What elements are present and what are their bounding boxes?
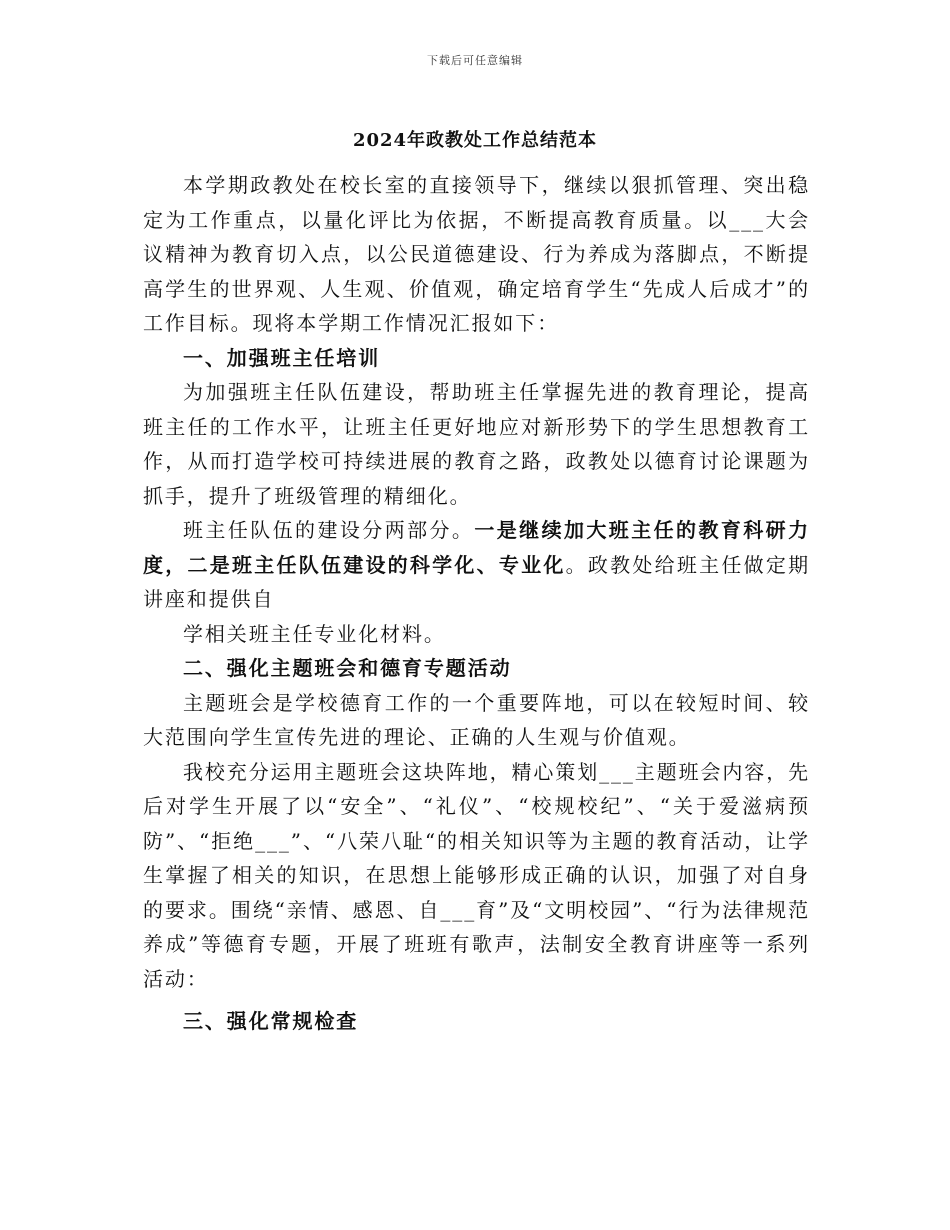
section-1-paragraph-2-bold: 一是继续加大班主任的教育科研力度，二是班主任队伍建设的科学化、专业化 <box>143 518 810 577</box>
section-1-paragraph-1: 为加强班主任队伍建设，帮助班主任掌握先进的教育理论，提高班主任的工作水平，让班主任更好地应对新形势下的学生思想教育工作，从而打造学校可持续进展的教育之路，政教处以德育讨论课题为抓手，提升了班级管理的精细化。 <box>143 380 810 508</box>
section-1-paragraph-3: 学相关班主任专业化材料。 <box>183 621 446 646</box>
section-1-paragraph-2-end: 。政教处给班主任做定期讲座和提供自 <box>143 552 810 611</box>
document-body <box>143 168 810 1039</box>
section-1-heading: 一、加强班主任培训 <box>183 345 381 370</box>
section-2-paragraph-1: 主题班会是学校德育工作的一个重要阵地，可以在较短时间、较大范围向学生宣传先进的理论、正确的人生观与价值观。 <box>143 690 810 749</box>
section-2-paragraph-2: 我校充分运用主题班会这块阵地，精心策划___主题班会内容，先后对学生开展了以“安全”、“礼仪”、“校规校纪”、“关于爱滋病预防”、“拒绝___”、“八荣八耻“的相关知识等为主题的教育活动，让学生掌握了相关的知识，在思想上能够形成正确的认识，加强了对自身的要求。围绕“亲情、感恩、自___育”及“文明校园”、“行为法律规范养成”等德育专题，开展了班班有歌声，法制安全教育讲座等一系列活动： <box>143 759 810 991</box>
document-title: 2024年政教处工作总结范本 <box>352 130 598 151</box>
section-1-paragraph-2-start: 班主任队伍的建设分两部分。 <box>183 518 475 542</box>
section-3-heading: 三、强化常规检查 <box>183 1009 359 1033</box>
section-1-paragraph-2 <box>143 513 810 617</box>
header-note: 下载后可任意编辑 <box>427 54 523 67</box>
section-2-heading: 二、强化主题班会和德育专题活动 <box>183 656 512 680</box>
intro-paragraph: 本学期政教处在校长室的直接领导下，继续以狠抓管理、突出稳定为工作重点，以量化评比为依据，不断提高教育质量。以___大会议精神为教育切入点，以公民道德建设、行为养成为落脚点，不断提高学生的世界观、人生观、价值观，确定培育学生“先成人后成才”的工作目标。现将本学期工作情况汇报如下： <box>143 173 810 335</box>
